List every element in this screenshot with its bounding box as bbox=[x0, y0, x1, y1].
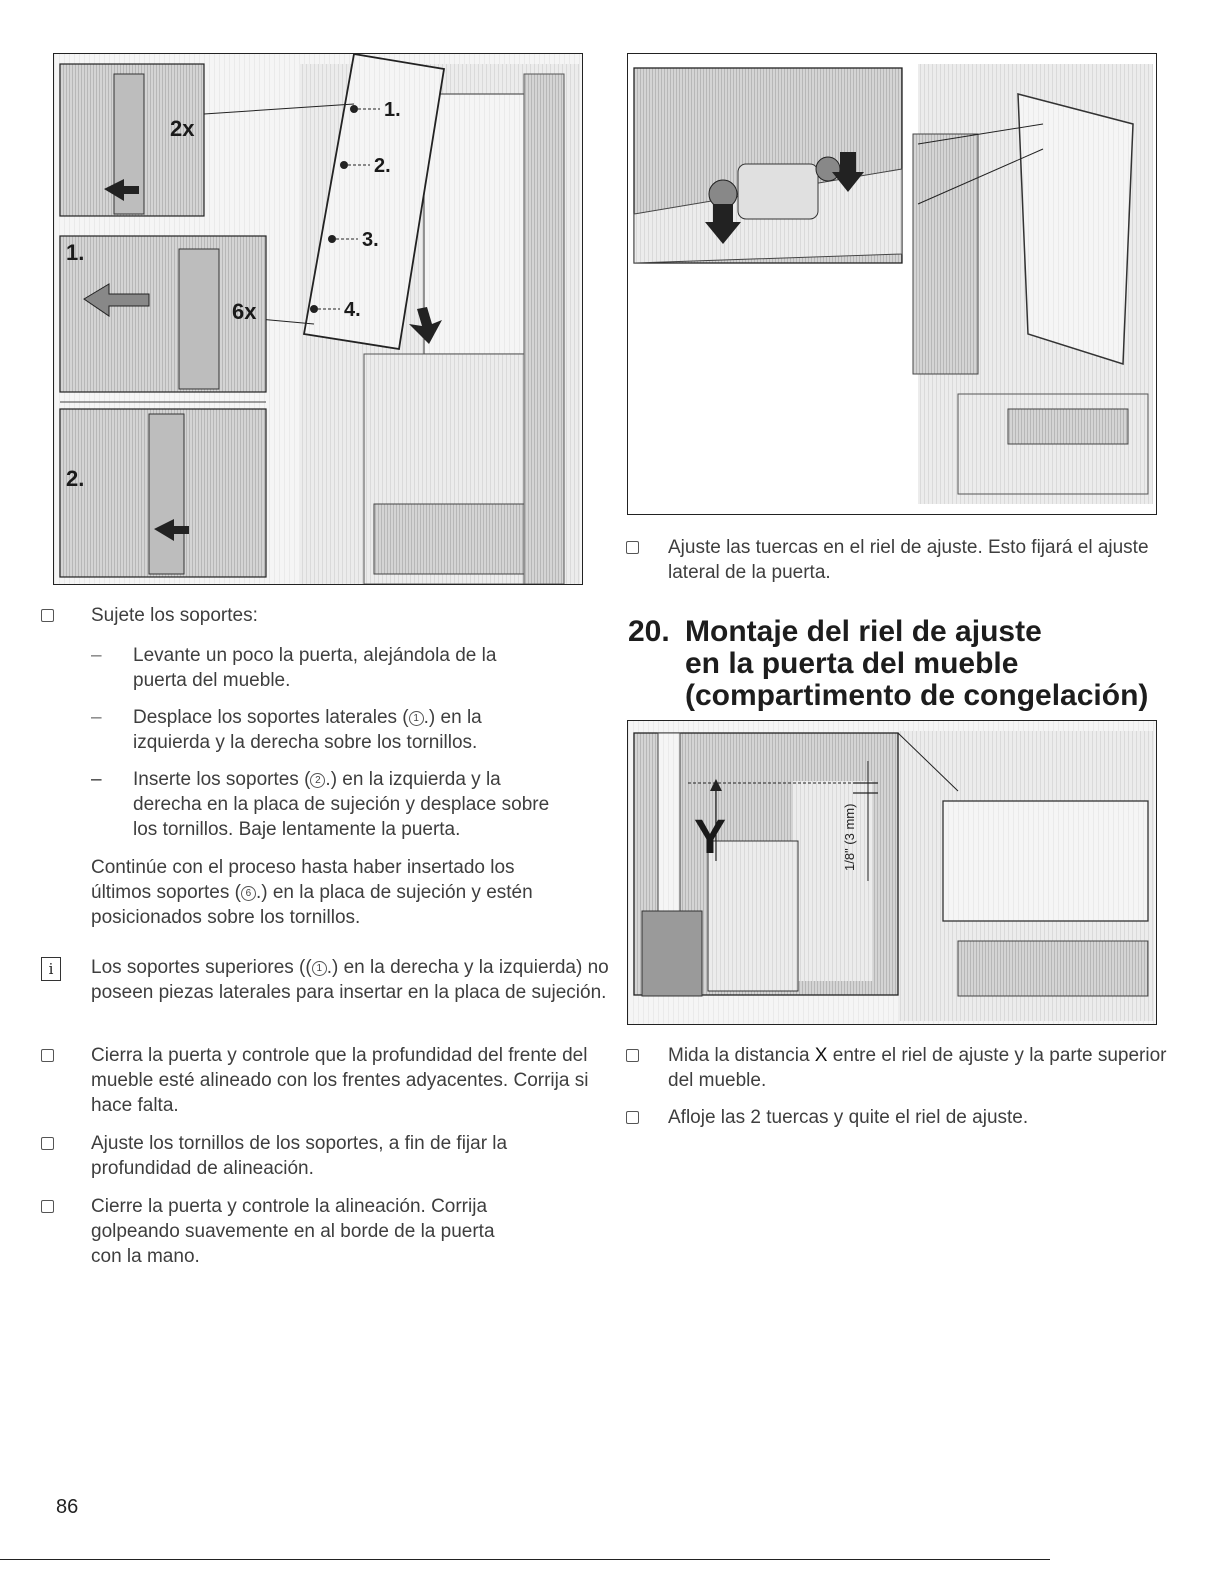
section-heading-line1: Montaje del riel de ajuste bbox=[685, 615, 1042, 648]
step-measure-distance: Mida la distancia X entre el riel de ajuste y la parte superior del mueble. bbox=[626, 1043, 1188, 1093]
checkbox-icon bbox=[41, 1137, 54, 1150]
checkbox-icon bbox=[626, 1111, 639, 1124]
info-icon: i bbox=[41, 957, 61, 981]
section-heading-line2: en la puerta del mueble bbox=[685, 647, 1019, 680]
dimension-label: 1/8" (3 mm) bbox=[842, 803, 857, 871]
inset-bottom-step: 2. bbox=[66, 466, 85, 491]
step-close-door-alignment bbox=[41, 1194, 511, 1269]
circled-number-icon: 1 bbox=[409, 711, 424, 726]
step-text: Ajuste las tuercas en el riel de ajuste. Esto fijará el ajuste lateral de la puerta. bbox=[668, 537, 1149, 583]
continue-paragraph: Continúe con el proceso hasta haber insertado los últimos soportes ( 6 .) en la placa de sujeción y estén posicionados sobre los tornillos. bbox=[91, 857, 533, 928]
checkbox-icon bbox=[41, 1049, 54, 1062]
measure-y-label: Y bbox=[694, 811, 727, 864]
circled-number-icon: 6 bbox=[241, 886, 256, 901]
sub-step-lift-door: – Levante un poco la puerta, alejándola de la puerta del mueble. bbox=[91, 645, 497, 691]
step-text: Sujete los soportes: bbox=[91, 605, 258, 626]
checkbox-icon bbox=[41, 1200, 54, 1213]
figure-distance-measure bbox=[627, 720, 1157, 1025]
section-heading-number: 20. bbox=[628, 615, 670, 648]
callout-number: 2. bbox=[374, 155, 391, 177]
callout-number: 1. bbox=[384, 99, 401, 121]
footer-rule bbox=[0, 1559, 1050, 1560]
step-adjust-screws bbox=[41, 1131, 561, 1181]
callout-dot bbox=[328, 235, 336, 243]
sub-step-move-side-brackets: – Desplace los soportes laterales ( 1 .) en la izquierda y la derecha sobre los tornillos. bbox=[91, 707, 482, 753]
checkbox-icon bbox=[626, 1049, 639, 1062]
step-text: Cierre la puerta y controle la alineación. Corrija golpeando suavemente en al borde de la puerta con la mano. bbox=[91, 1196, 495, 1267]
circled-number-icon: 1 bbox=[312, 961, 327, 976]
step-adjust-nuts bbox=[626, 535, 1168, 585]
section-heading-line3: (compartimento de congelación) bbox=[685, 679, 1149, 712]
inset-mid-step: 1. bbox=[66, 240, 85, 265]
step-close-door-check bbox=[41, 1043, 611, 1118]
inset-mid-label: 6x bbox=[232, 299, 257, 324]
checkbox-icon bbox=[626, 541, 639, 554]
callout-number: 3. bbox=[362, 229, 379, 251]
info-note: i Los soportes superiores (( 1 .) en la derecha y la izquierda) no poseen piezas laterales para insertar en la placa de sujeción. bbox=[41, 955, 611, 1005]
step-text: Ajuste los tornillos de los soportes, a fin de fijar la profundidad de alineación. bbox=[91, 1133, 508, 1179]
callout-number: 4. bbox=[344, 299, 361, 321]
step-text: Cierra la puerta y controle que la profundidad del frente del mueble esté alineado con los frentes adyacentes. Corrija si hace falta. bbox=[91, 1045, 589, 1116]
step-secure-brackets bbox=[41, 603, 611, 628]
sub-step-insert-brackets: – Inserte los soportes ( 2 .) en la izquierda y la derecha en la placa de sujeción y desplace sobre los tornillos. Baje lentamente la puerta. bbox=[91, 769, 550, 840]
figure-bracket-install bbox=[53, 53, 583, 585]
circled-number-icon: 2 bbox=[310, 773, 325, 788]
step-loosen-nuts bbox=[626, 1105, 1188, 1130]
page-number: 86 bbox=[56, 1496, 79, 1518]
callout-dot bbox=[350, 105, 358, 113]
callout-dot bbox=[340, 161, 348, 169]
figure-nut-adjustment bbox=[627, 53, 1157, 515]
checkbox-icon bbox=[41, 609, 54, 622]
step-text: Afloje las 2 tuercas y quite el riel de ajuste. bbox=[668, 1107, 1029, 1128]
callout-dot bbox=[310, 305, 318, 313]
inset-top-label: 2x bbox=[170, 116, 195, 141]
